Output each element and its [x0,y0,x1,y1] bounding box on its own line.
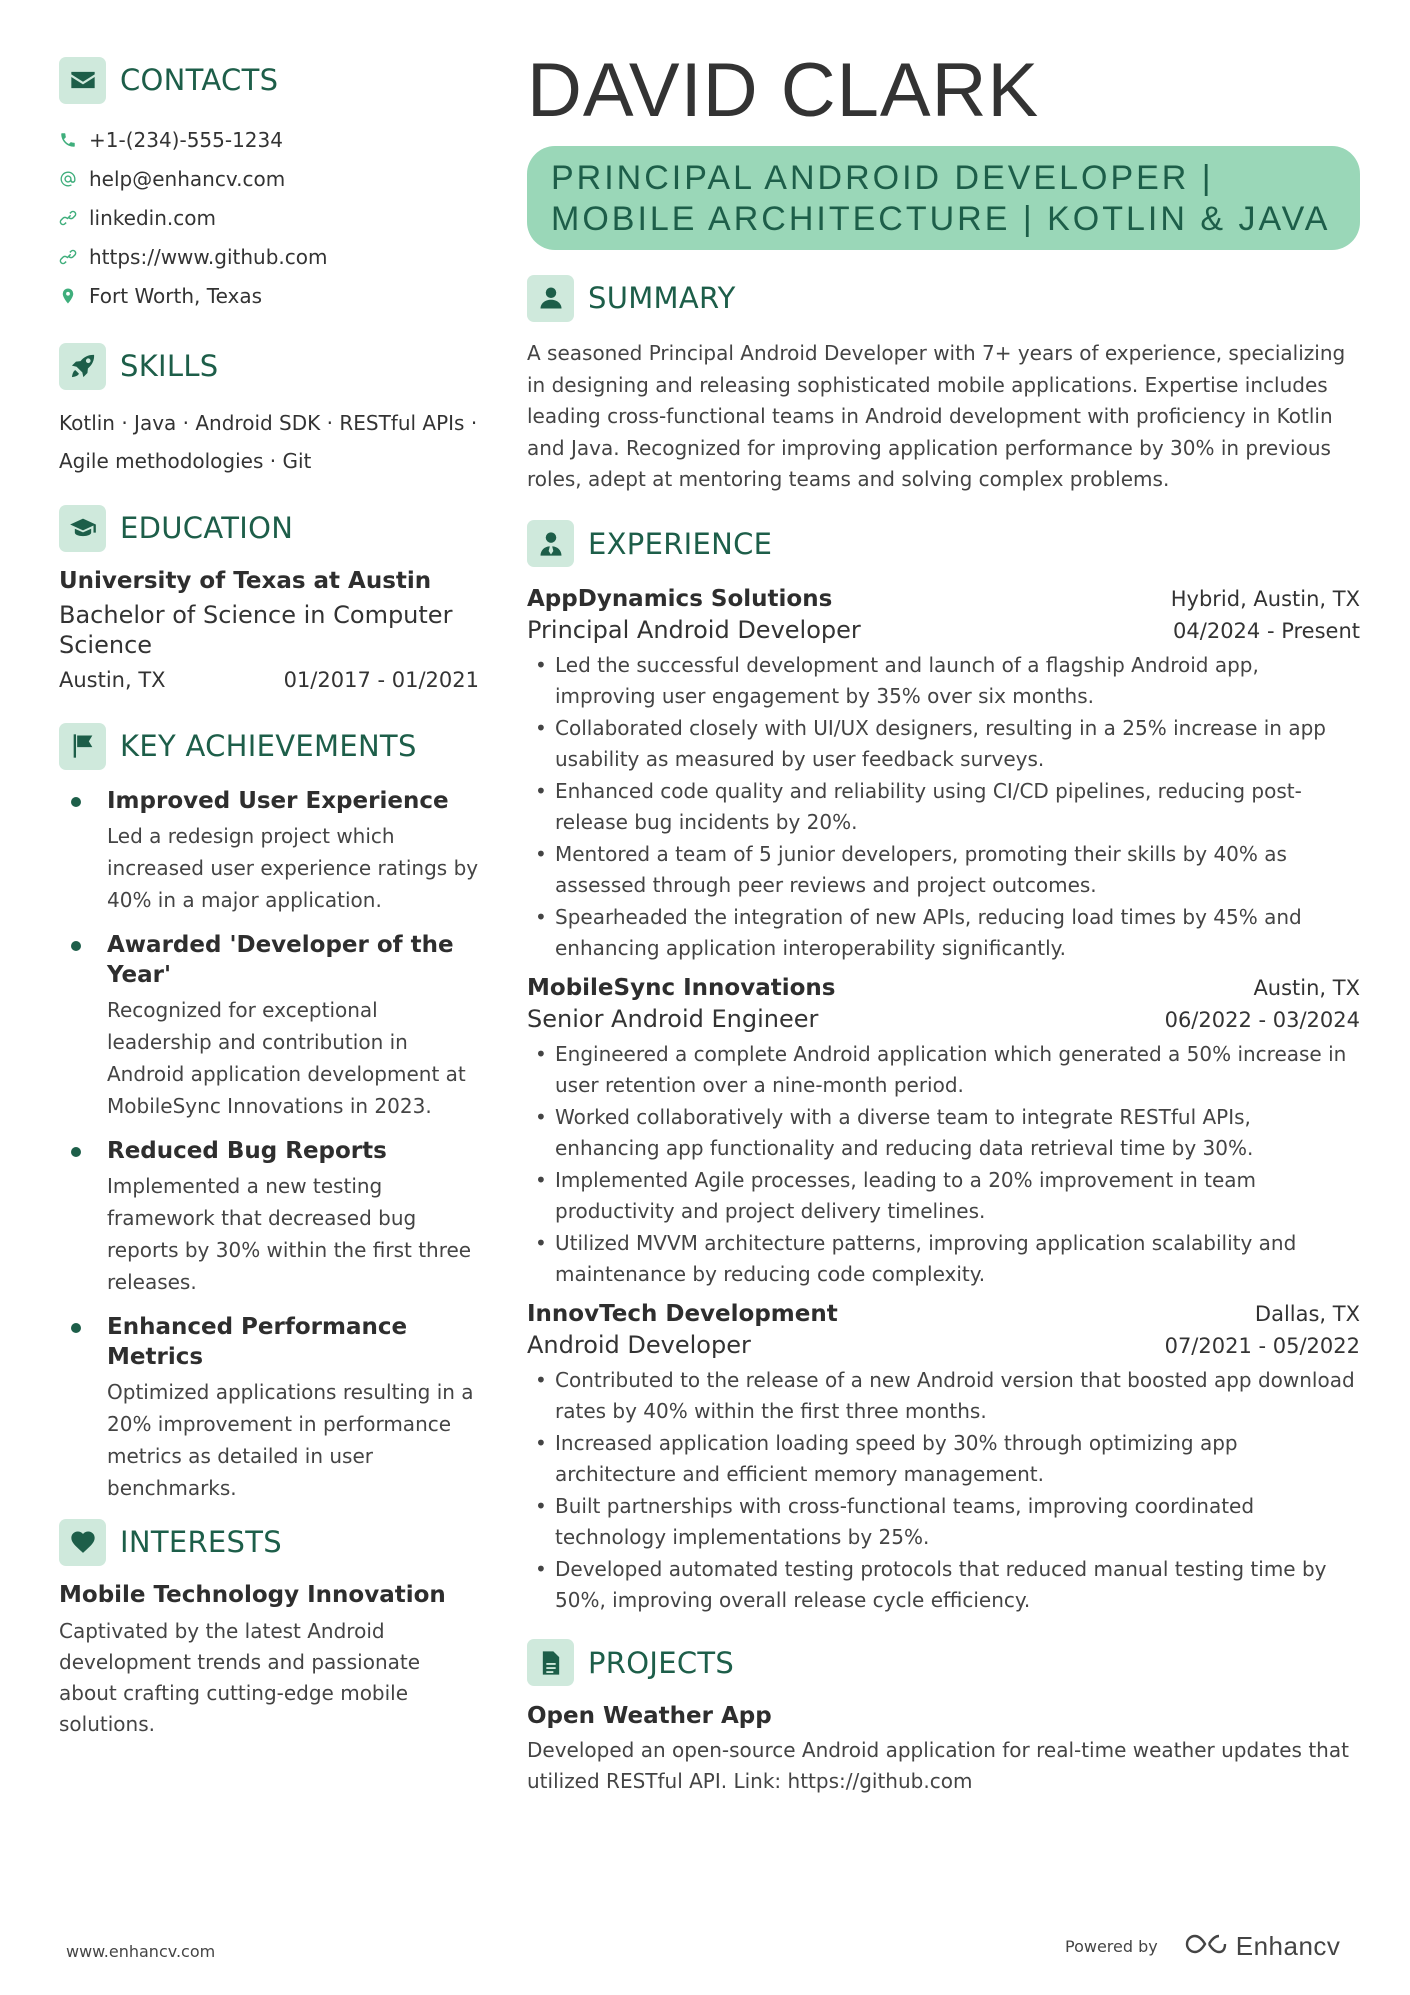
job-bullet: • Spearheaded the integration of new APIs, reducing load times by 45% and enhancing application interoperability significantly. [527,902,1360,965]
job-company: AppDynamics Solutions [527,585,833,612]
job-header-row [527,1301,1360,1327]
footer-website[interactable]: www.enhancv.com [66,1942,216,1961]
link-icon [59,208,77,228]
contact-location-text: Fort Worth, Texas [89,283,263,308]
interest-desc: Captivated by the latest Android development trends and passionate about crafting cutting-edge mobile solutions. [59,1619,421,1736]
achievement-item [59,1136,479,1298]
experience-header [527,520,1360,568]
achievements-section [59,722,479,1504]
job-bullet: • Led the successful development and launch of a flagship Android app, improving user engagement by 35% over six months. [527,650,1360,713]
bullet-dot [71,1323,81,1333]
contact-list [59,120,479,315]
job-role-row [527,1331,1360,1359]
job-company: InnovTech Development [527,1300,838,1327]
job-bullet: • Implemented Agile processes, leading to a 20% improvement in team productivity and project delivery timelines. [527,1165,1360,1228]
education-header [59,504,479,552]
flag-icon [59,723,106,770]
rocket-icon [59,343,106,390]
location-pin-icon [59,286,77,306]
projects-header [527,1639,1360,1687]
projects-section [527,1639,1360,1798]
job-dates: 07/2021 - 05/2022 [1164,1333,1360,1358]
contact-phone[interactable] [59,120,479,159]
job-bullet: • Enhanced code quality and reliability using CI/CD pipelines, reducing post-release bug incidents by 20%. [527,776,1360,839]
document-icon [527,1639,574,1686]
education-degree: Bachelor of Science in Computer Science [59,601,453,659]
achievement-desc: Led a redesign project which increased user experience ratings by 40% in a major application. [107,824,479,912]
footer-branding[interactable] [1065,1930,1340,1962]
job-role: Senior Android Engineer [527,1004,819,1033]
job-entry [527,975,1360,1291]
skills-line-1: Kotlin · Java · Android SDK · RESTful APIs · [59,411,478,435]
contact-github[interactable] [59,237,479,276]
powered-by-label: Powered by [1065,1936,1158,1956]
brand-name: Enhancv [1235,1930,1341,1961]
left-column [59,56,479,1740]
right-column [527,48,1360,1798]
experience-section [527,520,1360,1617]
education-location: Austin, TX [59,668,166,692]
contacts-header [59,56,479,104]
contact-phone-text: +1-(234)-555-1234 [89,127,283,152]
achievement-desc: Recognized for exceptional leadership and contribution in Android application development at MobileSync Innovations in 2023. [107,998,466,1118]
job-bullet: • Contributed to the release of a new Android version that boosted app download rates by 40% within the first three months. [527,1365,1360,1428]
skills-heading: SKILLS [120,349,219,383]
job-location: Austin, TX [1253,975,1360,1000]
user-icon [527,275,574,322]
contact-linkedin-text: linkedin.com [89,205,216,230]
interest-title: Mobile Technology Innovation [59,1582,446,1608]
job-location: Hybrid, Austin, TX [1170,586,1360,611]
experience-heading: EXPERIENCE [588,526,773,561]
contact-email-text: help@enhancv.com [89,166,286,191]
phone-icon [59,130,77,150]
enhancv-logo-icon [1184,1930,1230,1962]
achievement-title: Enhanced Performance Metrics [107,1314,408,1370]
achievements-heading: KEY ACHIEVEMENTS [120,729,417,763]
contact-location [59,276,479,315]
job-dates: 04/2024 - Present [1173,618,1360,643]
user-tie-icon [527,520,574,567]
job-entry [527,586,1360,965]
contacts-heading: CONTACTS [120,63,279,97]
job-bullet: • Mentored a team of 5 junior developers, promoting their skills by 40% as assessed through peer reviews and project outcomes. [527,839,1360,902]
job-bullet: • Worked collaboratively with a diverse team to integrate RESTful APIs, enhancing app functionality and reducing data retrieval time by 30%. [527,1102,1360,1165]
achievement-title: Reduced Bug Reports [107,1138,387,1164]
heart-icon [59,1519,106,1566]
education-dates: 01/2017 - 01/2021 [283,668,479,692]
job-bullet: • Developed automated testing protocols that reduced manual testing time by 50%, improving overall release cycle efficiency. [527,1554,1360,1617]
job-bullet: • Engineered a complete Android application which generated a 50% increase in user retention over a nine-month period. [527,1039,1360,1102]
interests-section [59,1518,479,1740]
skills-line-2: Agile methodologies · Git [59,449,312,473]
achievement-title: Awarded 'Developer of the Year' [107,932,454,988]
summary-text: A seasoned Principal Android Developer with 7+ years of experience, specializing in designing and releasing sophisticated mobile applications. Expertise includes leading cross-functional teams in Android development with proficiency in Kotlin and Java. Recognized for improving application performance by 30% in previous roles, adept at mentoring teams and solving complex problems. [527,341,1346,491]
job-location: Dallas, TX [1254,1301,1360,1326]
job-role-row [527,1005,1360,1033]
job-bullets [527,1039,1360,1291]
achievement-desc: Implemented a new testing framework that decreased bug reports by 30% within the first three releases. [107,1174,472,1294]
achievement-title: Improved User Experience [107,788,449,814]
summary-section [527,274,1360,496]
interests-heading: INTERESTS [120,1525,282,1559]
summary-heading: SUMMARY [588,281,736,315]
skills-header [59,342,479,390]
resume-header [527,48,1360,250]
bullet-dot [71,797,81,807]
education-meta [59,668,479,692]
graduation-cap-icon [59,505,106,552]
summary-header [527,274,1360,322]
achievement-desc: Optimized applications resulting in a 20% improvement in performance metrics as detailed in user benchmarks. [107,1380,474,1500]
job-bullet: • Utilized MVVM architecture patterns, improving application scalability and maintenance by reducing code complexity. [527,1228,1360,1291]
contact-email[interactable] [59,159,479,198]
skills-section [59,342,479,480]
achievements-list [59,786,479,1504]
job-header-row [527,975,1360,1001]
education-school: University of Texas at Austin [59,568,432,594]
interests-header [59,1518,479,1566]
job-role: Principal Android Developer [527,615,861,644]
job-dates: 06/2022 - 03/2024 [1164,1007,1360,1032]
job-bullet: • Collaborated closely with UI/UX designers, resulting in a 25% increase in app usability as measured by user feedback surveys. [527,713,1360,776]
education-section [59,504,479,692]
job-bullet: • Built partnerships with cross-functional teams, improving coordinated technology implementations by 25%. [527,1491,1360,1554]
project-title: Open Weather App [527,1702,772,1729]
achievement-item [59,1312,479,1504]
achievements-header [59,722,479,770]
job-role: Android Developer [527,1330,751,1359]
job-bullets [527,1365,1360,1617]
job-title-banner [527,146,1360,250]
achievement-item [59,786,479,916]
achievement-item [59,930,479,1122]
contacts-section [59,56,479,315]
job-bullets [527,650,1360,965]
education-heading: EDUCATION [120,511,294,545]
candidate-name: DAVID CLARK [527,48,1040,133]
job-role-row [527,616,1360,644]
envelope-icon [59,57,106,104]
job-title-line-1: PRINCIPAL ANDROID DEVELOPER | [551,159,1214,197]
project-desc: Developed an open-source Android application for real-time weather updates that utilized RESTful API. Link: https://github.com [527,1737,1349,1793]
bullet-dot [71,941,81,951]
contact-github-text: https://www.github.com [89,244,328,269]
job-bullet: • Increased application loading speed by 30% through optimizing app architecture and efficient memory management. [527,1428,1360,1491]
projects-heading: PROJECTS [588,1645,735,1680]
job-entry [527,1301,1360,1617]
skills-list [59,404,479,480]
bullet-dot [71,1147,81,1157]
at-icon [59,169,77,189]
job-title-line-2: MOBILE ARCHITECTURE | KOTLIN & JAVA [551,200,1331,238]
job-header-row [527,586,1360,612]
link-icon [59,247,77,267]
contact-linkedin[interactable] [59,198,479,237]
job-company: MobileSync Innovations [527,974,836,1001]
